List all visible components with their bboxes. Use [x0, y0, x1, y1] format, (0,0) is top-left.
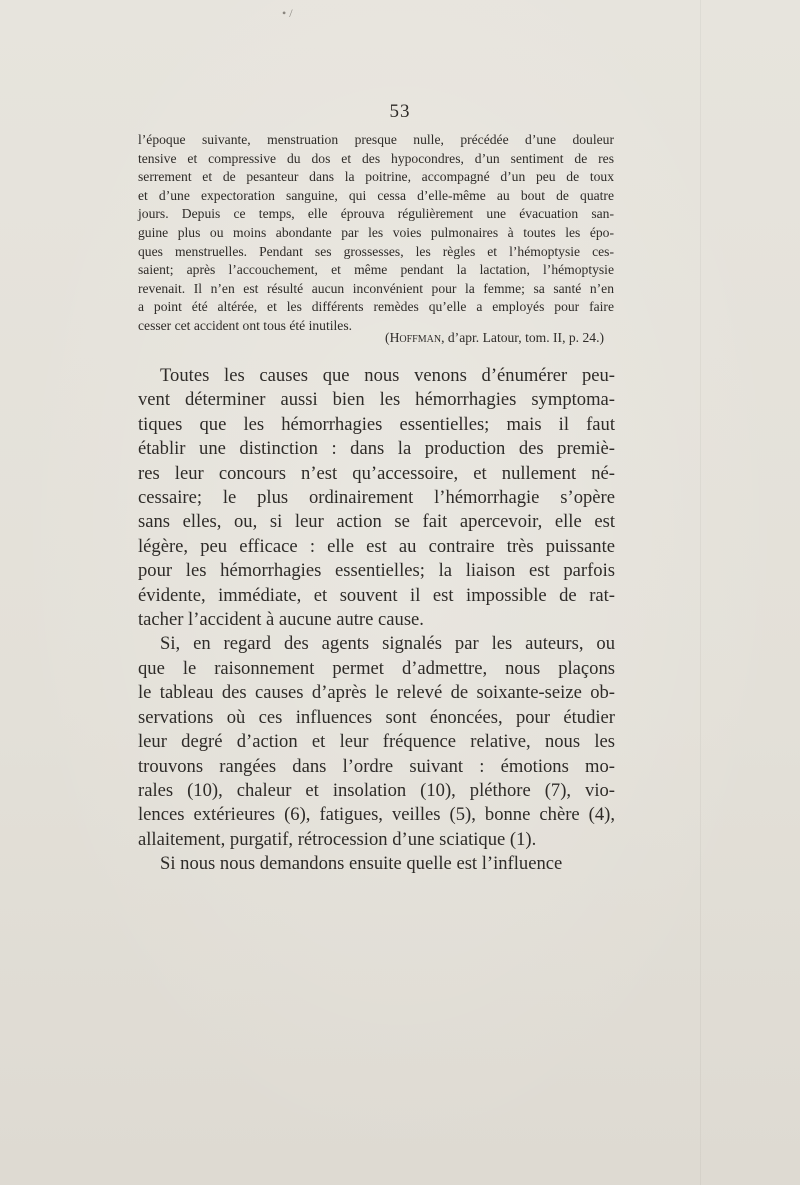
body-line: légère, peu efficace : elle est au contraire très puissante: [138, 535, 615, 557]
quote-line: et d’une expectoration sanguine, qui cessa d’elle-même au bout de quatre: [138, 187, 614, 203]
ink-speck: • /: [282, 6, 293, 20]
body-line: Toutes les causes que nous venons d’énumérer peu-: [160, 365, 615, 386]
body-line: lences extérieures (6), fatigues, veilles (5), bonne chère (4),: [138, 804, 615, 826]
quote-line: revenait. Il n’en est résulté aucun inconvénient pour la femme; sa santé n’en: [138, 280, 614, 296]
quote-line: a point été altérée, et les différents remèdes qu’elle a employés pour faire: [138, 299, 614, 315]
quote-line: tensive et compressive du dos et des hypocondres, d’un sentiment de res: [138, 150, 614, 166]
quote-line: saient; après l’accouchement, et même pendant la lactation, l’hémoptysie: [138, 262, 614, 278]
body-line: tiques que les hémorrhagies essentielles; mais il faut: [138, 413, 615, 435]
body-line: établir une distinction : dans la production des premiè-: [138, 438, 615, 460]
body-line: que le raisonnement permet d’admettre, nous plaçons: [138, 657, 615, 679]
body-line: trouvons rangées dans l’ordre suivant : émotions mo-: [138, 755, 615, 777]
body-line: Si, en regard des agents signalés par les auteurs, ou: [160, 633, 615, 655]
body-line: leur degré d’action et leur fréquence relative, nous les: [138, 731, 615, 753]
citation-author: Hoffman: [389, 330, 442, 345]
body-line: pour les hémorrhagies essentielles; la liaison est parfois: [138, 560, 615, 582]
quote-line: l’époque suivante, menstruation presque nulle, précédée d’une douleur: [138, 132, 614, 147]
quote-line: ques menstruelles. Pendant ses grossesses, les règles et l’hémoptysie ces-: [138, 243, 614, 259]
body-line: tacher l’accident à aucune autre cause.: [138, 609, 424, 631]
body-line: cessaire; le plus ordinairement l’hémorrhagie s’opère: [138, 487, 615, 509]
body-line: rales (10), chaleur et insolation (10), pléthore (7), vio-: [138, 779, 615, 801]
citation-source: , d’apr. Latour, tom. II, p. 24.): [441, 330, 604, 345]
body-line: servations où ces influences sont énoncées, pour étudier: [138, 706, 615, 728]
quote-line: jours. Depuis ce temps, elle éprouva régulièrement une évacuation san-: [138, 206, 614, 222]
body-line: Si nous nous demandons ensuite quelle est l’influence: [160, 853, 563, 875]
citation: [385, 330, 604, 346]
body-line: évidente, immédiate, et souvent il est impossible de rat-: [138, 584, 615, 606]
body-line: allaitement, purgatif, rétrocession d’une sciatique (1).: [138, 828, 537, 850]
body-line: vent déterminer aussi bien les hémorrhagies symptoma-: [138, 389, 615, 411]
page-number: 53: [389, 101, 411, 122]
body-line: sans elles, ou, si leur action se fait apercevoir, elle est: [138, 511, 615, 533]
quote-line: cesser cet accident ont tous été inutiles.: [138, 317, 353, 333]
quote-line: guine plus ou moins abondante par les voies pulmonaires à toutes les épo-: [138, 224, 614, 240]
quote-line: serrement et de pesanteur dans la poitrine, accompagné d’un peu de toux: [138, 169, 614, 185]
body-line: res leur concours n’est qu’accessoire, et nullement né-: [138, 462, 615, 484]
citation-open: (: [385, 330, 390, 345]
body-line: le tableau des causes d’après le relevé de soixante-seize ob-: [138, 682, 615, 704]
page-fold: [700, 0, 701, 1185]
body-paragraphs: [138, 364, 615, 877]
quoted-case-report: [138, 131, 614, 336]
